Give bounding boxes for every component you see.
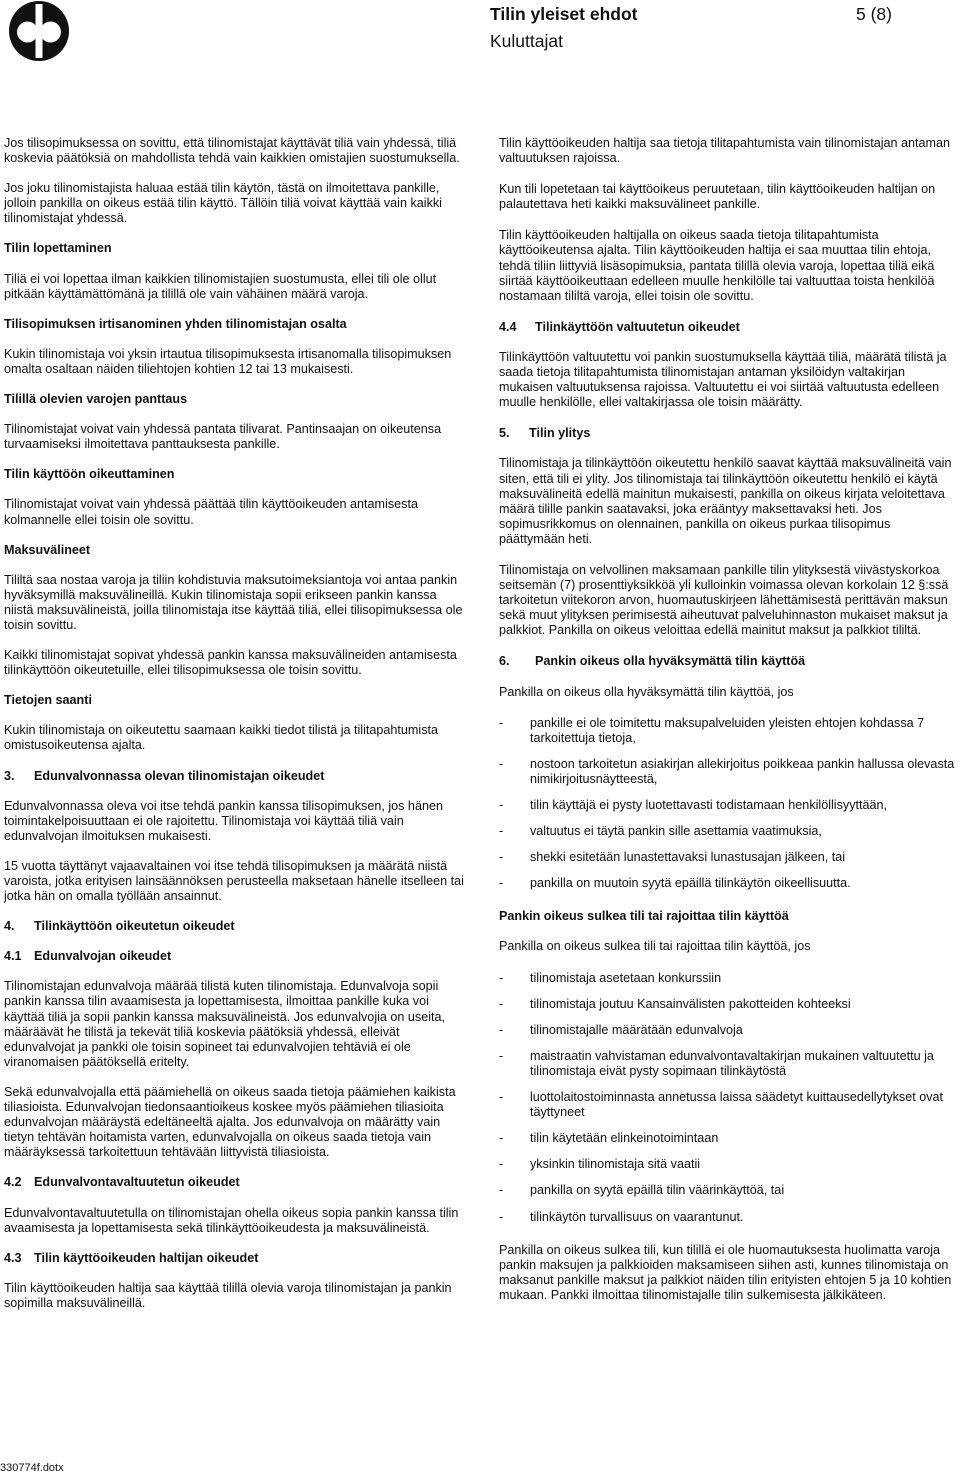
- section-title: Tilin käyttöoikeuden haltijan oikeudet: [34, 1250, 259, 1265]
- list-item-text: maistraatin vahvistaman edunvalvontavaltakirjan mukainen valtuutettu ja tilinomistaja eivät pysty sopimaan tilinkäytöstä: [530, 1048, 934, 1078]
- paragraph: Edunvalvontavaltuutetulla on tilinomistajan ohella oikeus sopia pankin kanssa tilin avaamisesta ja lopettamisesta sekä tilinkäyttöoikeudesta ja maksuvälineistä.: [4, 1205, 459, 1235]
- list-item-text: tilinomistajalle määrätään edunvalvoja: [530, 1022, 743, 1037]
- list-item: [499, 971, 959, 986]
- paragraph: Pankilla on oikeus olla hyväksymättä tilin käyttöä, jos: [499, 684, 794, 699]
- list-item: [499, 824, 959, 839]
- list-dash: -: [499, 756, 504, 771]
- list-dash: -: [499, 876, 504, 891]
- section-heading: Pankin oikeus sulkea tili tai rajoittaa tilin käyttöä: [499, 909, 789, 924]
- list-dash: -: [499, 1022, 504, 1037]
- list-item-text: valtuutus ei täytä pankin sille asettamia vaatimuksia,: [530, 824, 822, 839]
- list-dash: -: [499, 1183, 504, 1198]
- section-title: Edunvalvojan oikeudet: [34, 949, 172, 964]
- section-heading: Tilin lopettaminen: [4, 241, 112, 256]
- section-number: 4.: [4, 919, 15, 934]
- section-heading-4: [4, 919, 466, 934]
- footer-document-code: 330774f.dotx: [0, 1462, 64, 1474]
- list-item-text: pankilla on syytä epäillä tilin väärinkäyttöä, tai: [530, 1183, 785, 1198]
- list-dash: -: [499, 1090, 504, 1105]
- section-title: Edunvalvontavaltuutetun oikeudet: [34, 1175, 240, 1190]
- paragraph: Kaikki tilinomistajat sopivat yhdessä pankin kanssa maksuvälineiden antamisesta tilinkäyttöön oikeutetuille, ellei tilisopimuksessa ole toisin sovittu.: [4, 648, 457, 678]
- paragraph: Kukin tilinomistaja on oikeutettu saamaan kaikki tiedot tilistä ja tilitapahtumista omistusoikeutensa ajalta.: [4, 723, 439, 753]
- section-heading: Tilillä olevien varojen panttaus: [4, 392, 188, 407]
- left-column: [4, 136, 466, 1326]
- paragraph: Sekä edunvalvojalla että päämiehellä on oikeus saada tietoja päämiehen kaikista tiliasioista. Edunvalvojan tiedonsaantioikeus koskee myös päämiehen tiliasioita edunvalvojan määräystä edeltäneeltä ajalta. Jos edunvalvoja on määrätty vain tietyn tehtävän hoitamista varten, edunvalvojalla on oikeus saada tietoja vain määräyksessä tarkoitettuun tehtävään liittyvistä tiliasioista.: [4, 1084, 456, 1160]
- list-item: [499, 1090, 959, 1120]
- section-heading: Tietojen saanti: [4, 693, 92, 708]
- list-item-text: tilinkäytön turvallisuus on vaarantunut.: [530, 1209, 744, 1224]
- paragraph: Tilin käyttöoikeuden haltija saa tietoja tilitapahtumista vain tilinomistajan antaman valtuutuksen rajoissa.: [499, 136, 951, 166]
- paragraph: Jos tilisopimuksessa on sovittu, että tilinomistajat käyttävät tiliä vain yhdessä, tiliä koskevia päätöksiä on mahdollista tehdä vain kaikkien omistajien suostumuksella.: [4, 136, 460, 166]
- list-item-text: tilin käytetään elinkeinotoimintaan: [530, 1131, 719, 1146]
- list-item-text: tilinomistaja joutuu Kansainvälisten pakotteiden kohteeksi: [530, 996, 851, 1011]
- page-number: 5 (8): [856, 4, 892, 24]
- list-item-text: tilin käyttäjä ei pysty luotettavasti todistamaan henkilöllisyyttään,: [530, 798, 888, 812]
- section-heading-4-3: [4, 1251, 466, 1266]
- list-item: [499, 716, 959, 746]
- paragraph: Tilinomistajat voivat vain yhdessä pantata tilivarat. Pantinsaajan on oikeutensa turvaamiseksi ilmoitettava panttauksesta pankille.: [4, 422, 442, 452]
- section-number: 4.4: [499, 319, 517, 334]
- list-dash: -: [499, 996, 504, 1011]
- paragraph: Kukin tilinomistaja voi yksin irtautua tilisopimuksesta irtisanomalla tilisopimuksen omalta osaltaan näiden tiliehtojen kohtien 12 tai 13 mukaisesti.: [4, 346, 452, 376]
- list-dash: -: [499, 1131, 504, 1146]
- list-item-text: luottolaitostoiminnasta annetussa laissa säädetyt kuittausedellytykset ovat täyttyneet: [530, 1090, 944, 1120]
- list-item: [499, 757, 959, 787]
- list-item: [499, 1023, 959, 1038]
- document-subtitle: Kuluttajat: [490, 31, 563, 51]
- section-heading-4-4: [499, 320, 959, 335]
- paragraph: Pankilla on oikeus sulkea tili tai rajoittaa tilin käyttöä, jos: [499, 939, 811, 954]
- list-item: [499, 1183, 959, 1198]
- paragraph: Pankilla on oikeus sulkea tili, kun tilillä ei ole huomautuksesta huolimatta varoja pankin maksujen ja palkkioiden maksamiseen siihen asti, kunnes tilinomistaja on maksanut pankille maksut ja palkkiot näiden tilin erityisten ehtojen 5 ja 10 kohtien mukaan. Pankki ilmoittaa tilinomistajalle tilin sulkemisesta jälkikäteen.: [499, 1242, 952, 1302]
- list-dash: -: [499, 798, 504, 812]
- list-item: [499, 1049, 959, 1079]
- list-item-text: pankilla on muutoin syytä epäillä tilinkäytön oikeellisuutta.: [530, 876, 851, 891]
- list-item-text: yksinkin tilinomistaja sitä vaatii: [530, 1157, 701, 1172]
- paragraph: Tilin käyttöoikeuden haltijalla on oikeus saada tietoja tilitapahtumista käyttöoikeutensa ajalta. Tilin käyttöoikeuden haltija ei saa muuttaa tilin ehtoja, tehdä tiliin liittyviä lisäsopimuksia, pantata tilillä olevia varoja, lopettaa tiliä eikä siirtää käyttöoikeuttaan edelleen muulle henkilölle tai valtuuttaa toista henkilöä nostamaan tililtä varoja, ellei toisin ole sovittu.: [499, 228, 935, 303]
- paragraph: Tiliä ei voi lopettaa ilman kaikkien tilinomistajien suostumusta, ellei tili ole ollut pitkään käyttämättömänä ja tilillä ole vain vähäinen määrä varoja.: [4, 271, 437, 301]
- section-heading-6: [499, 654, 959, 669]
- section-title: Tilinkäyttöön oikeutetun oikeudet: [34, 919, 235, 934]
- list-dash: -: [499, 970, 504, 985]
- list-item: [499, 1157, 959, 1172]
- list-dash: -: [499, 1157, 504, 1172]
- list-item: [499, 876, 959, 891]
- section-number: 4.3: [4, 1250, 22, 1265]
- list-item: [499, 1210, 959, 1225]
- list-item: [499, 850, 959, 865]
- list-item: [499, 1131, 959, 1146]
- section-number: 4.1: [4, 949, 22, 964]
- section-number: 3.: [4, 768, 15, 783]
- section-heading-4-1: [4, 949, 466, 964]
- right-column: [499, 136, 959, 1319]
- section-number: 6.: [499, 654, 510, 669]
- document-title: Tilin yleiset ehdot: [490, 4, 638, 24]
- list-item: [499, 997, 959, 1012]
- list-item-text: nostoon tarkoitetun asiakirjan allekirjoitus poikkeaa pankin hallussa olevasta nimikirjoitusnäytteestä,: [530, 756, 955, 786]
- paragraph: Kun tili lopetetaan tai käyttöoikeus peruutetaan, tilin käyttöoikeuden haltijan on palautettava heti kaikki maksuvälineet pankille.: [499, 182, 936, 212]
- section-heading-4-2: [4, 1175, 466, 1190]
- section-heading-5: [499, 426, 959, 441]
- paragraph: 15 vuotta täyttänyt vajaavaltainen voi itse tehdä tilisopimuksen ja määrätä niistä varoista, jotka erityisen lainsäännöksen perusteella maksetaan hänelle itselleen tai jotka hän on omalla työllään ansainnut.: [4, 858, 464, 904]
- paragraph: Tilinomistaja ja tilinkäyttöön oikeutettu henkilö saavat käyttää maksuvälineitä vain siten, että tili ei ylity. Jos tilinomistaja tai tilinkäyttöön oikeutettu henkilö ei käytä maksuvälineitä edellä mainitun mukaisesti, pankilla on oikeus kirjata veloitettava määrä tilille pankin saatavaksi, joka erääntyy maksettavaksi heti. Jos sopimusrikkomus on olennainen, pankilla on oikeus purkaa tilisopimus päättymään heti.: [499, 456, 952, 546]
- paragraph: Edunvalvonnassa oleva voi itse tehdä pankin kanssa tilisopimuksen, jos hänen toimintakelpoisuuttaan ei ole rajoitettu. Tilinomistaja voi käyttää tiliä vain edunvalvojan ilmoituksen mukaisesti.: [4, 798, 443, 843]
- section-number: 4.2: [4, 1175, 22, 1190]
- paragraph: Tilinomistajat voivat vain yhdessä päättää tilin käyttöoikeuden antamisesta kolmannelle ellei toisin ole sovittu.: [4, 497, 418, 527]
- section-heading: Tilin käyttöön oikeuttaminen: [4, 467, 175, 482]
- list-dash: -: [499, 850, 504, 865]
- list-dash: -: [499, 1209, 504, 1224]
- list-dash: -: [499, 1048, 504, 1063]
- section-title: Pankin oikeus olla hyväksymättä tilin käyttöä: [535, 654, 806, 669]
- paragraph: Tililtä saa nostaa varoja ja tiliin kohdistuvia maksutoimeksiantoja voi antaa pankin hyväksymillä maksuvälineillä. Kukin tilinomistaja sopii erikseen pankin kanssa niistä maksuvälineistä, joilla tilinomistaja itse käyttää tiliä, ellei tilisopimuksessa ole toisin sovittu.: [4, 572, 463, 632]
- section-title: Tilinkäyttöön valtuutetun oikeudet: [535, 319, 740, 334]
- list-item-text: shekki esitetään lunastettavaksi lunastusajan jälkeen, tai: [530, 850, 846, 865]
- section-title: Tilin ylitys: [529, 426, 591, 441]
- paragraph: Tilin käyttöoikeuden haltija saa käyttää tilillä olevia varoja tilinomistajan ja pankin sopimilla maksuvälineillä.: [4, 1280, 452, 1310]
- closure-conditions-list: [499, 971, 959, 1225]
- paragraph: Tilinomistajan edunvalvoja määrää tilistä kuten tilinomistaja. Edunvalvoja sopii pankin kanssa tilin avaamisesta ja lopettamisesta, ilmoittaa pankille kuka voi käyttää tiliä ja sopii pankin kanssa maksuvälineistä. Jos edunvalvojia on useita, määräävät he tilistä ja tekevät tiliä koskevia päätöksiä yhdessä, elleivät edunvalvojat ja pankki ole toisin sopineet tai edunvalvojien tehtäviä ei ole viranomaisen päätöksellä eritelty.: [4, 979, 446, 1069]
- list-item-text: tilinomistaja asetetaan konkurssiin: [530, 970, 722, 985]
- paragraph: Tilinkäyttöön valtuutettu voi pankin suostumuksella käyttää tiliä, määrätä tilistä ja saada tietoja tilitapahtumista tilinomistajan antaman yksilöidyn valtakirjan mukaisen valtuutuksensa rajoissa. Valtuutettu ei voi siirtää valtuutusta edelleen muulle henkilölle, ellei valtakirjassa ole toisin määrätty.: [499, 349, 947, 410]
- paragraph: Jos joku tilinomistajista haluaa estää tilin käytön, tästä on ilmoitettava pankille, jolloin pankilla on oikeus estää tilin käyttö. Tällöin tiliä voivat käyttää vain kaikki tilinomistajat yhdessä.: [4, 181, 442, 226]
- section-title: Edunvalvonnassa olevan tilinomistajan oikeudet: [34, 768, 325, 783]
- section-heading: Tilisopimuksen irtisanominen yhden tilinomistajan osalta: [4, 316, 347, 331]
- refusal-conditions-list: [499, 716, 959, 892]
- paragraph: Tilinomistaja on velvollinen maksamaan pankille tilin ylityksestä viivästyskorkoa seitsemän (7) prosenttiyksikköä yli kulloinkin voimassa olevan korkolain 12 §:ssä tarkoitetun viitekoron arvon, huomautuskirjeen lähettämisestä perittävän maksun sekä muut ylityksen perimisestä aiheutuvat palveluhinnaston mukaiset maksut ja palkkiot. Pankilla on oikeus veloittaa edellä mainitut maksut ja palkkiot tililtä.: [499, 562, 949, 638]
- section-number: 5.: [499, 426, 510, 441]
- list-item: [499, 798, 959, 813]
- list-dash: -: [499, 715, 504, 730]
- op-logo-icon: [0, 0, 78, 62]
- list-dash: -: [499, 824, 504, 839]
- section-heading: Maksuvälineet: [4, 542, 91, 557]
- list-item-text: pankille ei ole toimitettu maksupalveluiden yleisten ehtojen kohdassa 7 tarkoitettuja tietoja,: [530, 715, 925, 745]
- section-heading-3: [4, 769, 466, 784]
